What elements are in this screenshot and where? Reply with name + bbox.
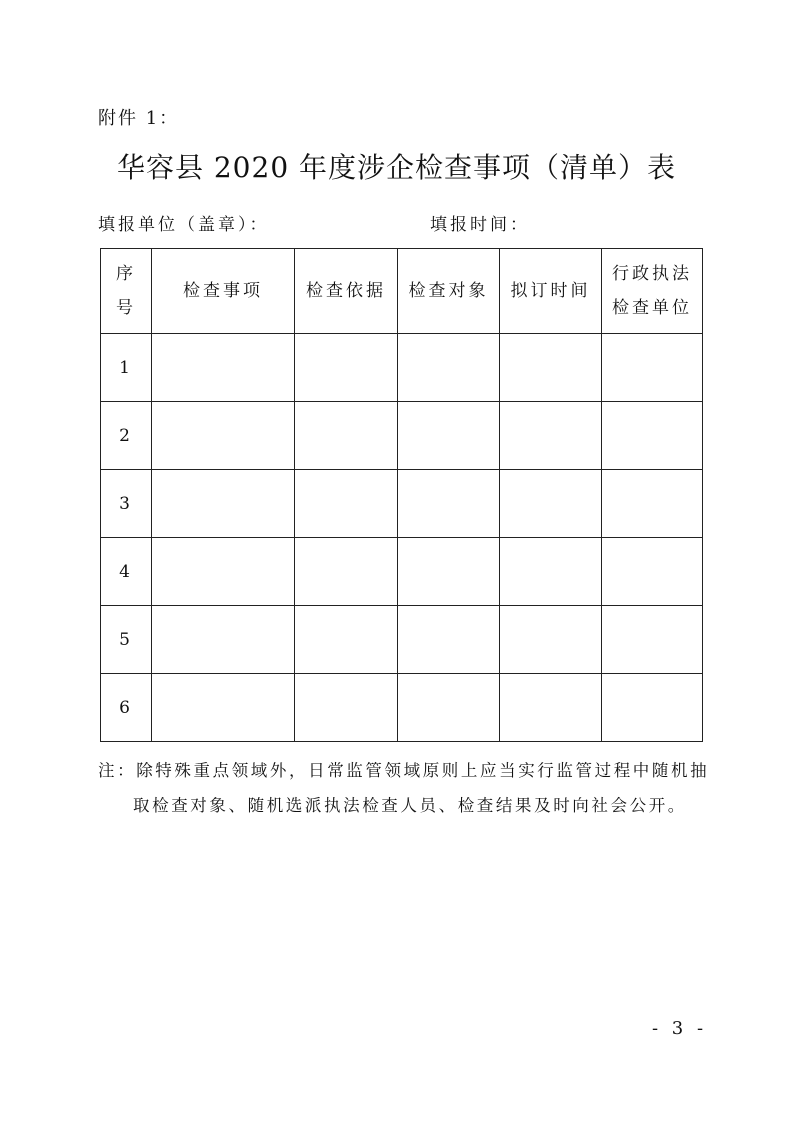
header-inspection-target: 检查对象 — [398, 249, 500, 334]
header-inspection-item: 检查事项 — [152, 249, 295, 334]
document-title: 华容县 2020 年度涉企检查事项（清单）表 — [116, 151, 677, 184]
note-line-2: 取检查对象、随机选派执法检查人员、检查结果及时向社会公开。 — [133, 796, 687, 815]
row-number: 1 — [101, 334, 152, 402]
table-row — [101, 402, 703, 470]
header-serial-number: 序 号 — [101, 249, 152, 334]
row-number: 6 — [101, 674, 152, 742]
header-planned-time: 拟订时间 — [500, 249, 602, 334]
table-row — [101, 606, 703, 674]
note-line-1: 注：除特殊重点领域外，日常监管领域原则上应当实行监管过程中随机抽 — [98, 761, 710, 780]
fill-unit-label: 填报单位（盖章）： — [98, 215, 270, 235]
header-enforcement-unit: 行政执法 检查单位 — [602, 249, 703, 334]
table-row — [101, 674, 703, 742]
row-number: 4 — [101, 538, 152, 606]
row-number: 3 — [101, 470, 152, 538]
row-number: 5 — [101, 606, 152, 674]
table-row — [101, 538, 703, 606]
table-header-row — [101, 249, 703, 334]
inspection-items-table — [100, 248, 703, 742]
page-number: - 3 - — [652, 1018, 708, 1039]
attachment-label: 附件 1： — [98, 108, 180, 129]
table-row — [101, 470, 703, 538]
row-number: 2 — [101, 402, 152, 470]
table-row — [101, 334, 703, 402]
header-inspection-basis: 检查依据 — [295, 249, 398, 334]
fill-time-label: 填报时间： — [430, 215, 530, 235]
